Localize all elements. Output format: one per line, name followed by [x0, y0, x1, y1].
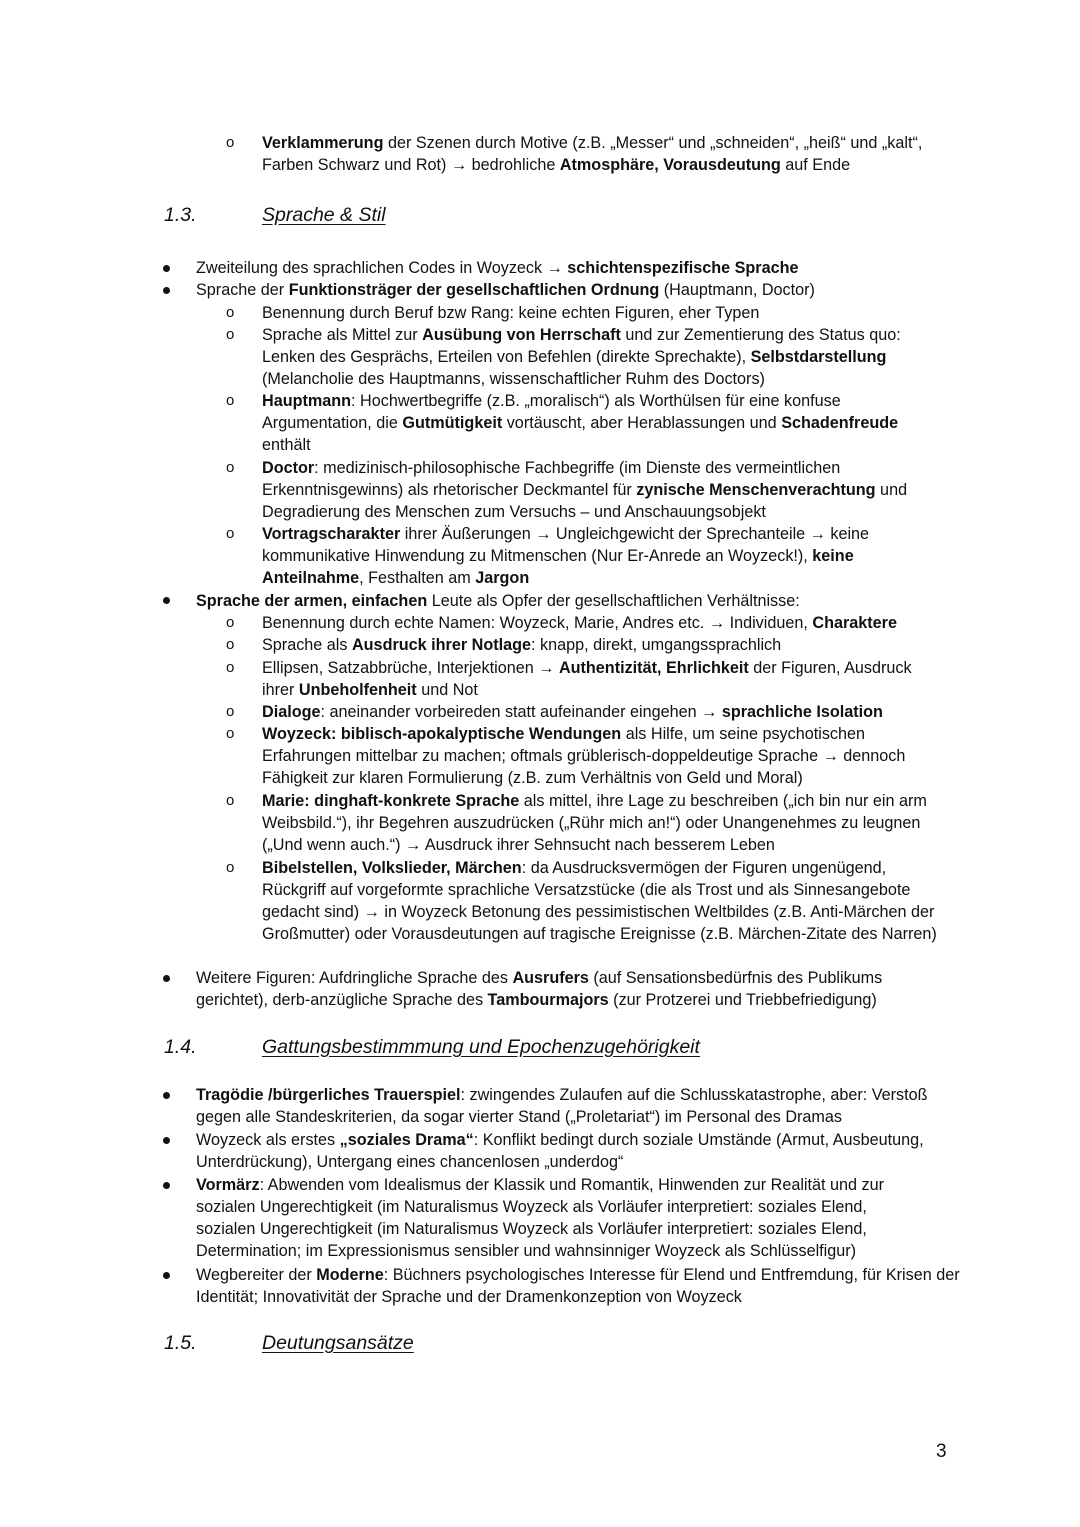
sub-bullet-marker: o: [226, 859, 235, 876]
section-number-1-5: 1.5.: [164, 1332, 197, 1354]
text-run: als Hilfe, um seine psychotischen Erfahrungen mittelbar zu machen; oftmals grüblerisch-doppeldeutige Sprache → dennoch Fähigkeit zur klaren Formulierung (z.B. zum Verhältnis von Geld und Moral): [262, 725, 906, 788]
text-run: und zur Zementierung des Status quo: Lenken des Gesprächs, Erteilen von Befehlen (direkte Sprechakte),: [262, 326, 901, 367]
bullet-dot: [163, 287, 170, 294]
sub-bullet-marker: o: [226, 636, 235, 653]
text-run: und Not: [416, 681, 478, 700]
sub-bullet-marker: o: [226, 525, 235, 542]
sub-bullet-marker: o: [226, 614, 235, 631]
section-title-deutungsansaetze: Deutungsansätze: [262, 1332, 414, 1354]
text-run: ihrer Äußerungen → Ungleichgewicht der Sprechanteile → keine kommunikative Hinwendung zu Mitmenschen (Nur Er-Anrede an Woyzeck!),: [262, 525, 870, 566]
text-run: , Festhalten am: [359, 569, 476, 588]
text-run: auf Ende: [780, 156, 851, 175]
sub-bullet-marker: o: [226, 392, 235, 409]
bold-text-run: Woyzeck: biblisch-apokalyptische Wendungen: [262, 725, 622, 743]
text-run: Sprache als: [262, 636, 352, 654]
bold-text-run: Selbstdarstellung: [750, 348, 887, 367]
bullet-weitere-figuren: [196, 967, 916, 1011]
bold-text-run: Gutmütigkeit: [402, 414, 503, 433]
bold-text-run: Hauptmann: [262, 392, 352, 410]
bullet-dot: [163, 1137, 170, 1144]
sub-bullet-marker: o: [226, 792, 235, 809]
bold-text-run: Bibelstellen, Volkslieder, Märchen: [262, 859, 522, 877]
bold-text-run: Ausübung von Herrschaft: [422, 326, 621, 344]
bold-text-run: Ausdruck ihrer Notlage: [351, 636, 531, 654]
bold-text-run: Tragödie /bürgerliches Trauerspiel: [196, 1086, 461, 1104]
bullet-moderne: [196, 1264, 961, 1308]
bullet-tragoedie: [196, 1084, 946, 1128]
bullet-zweiteilung: [196, 257, 966, 279]
bold-text-run: Charaktere: [812, 614, 897, 632]
text-run: Zweiteilung des sprachlichen Codes in Woyzeck →: [196, 259, 568, 277]
text-run: als mittel, ihre Lage zu beschreiben („ich bin nur ein arm Weibsbild.“), ihr Begehren auszudrücken („Rühr mich an!“) oder Unangenehmes zu leugnen („Und wenn auch.“) → Ausdruck ihrer Sehnsucht nach besserem Leben: [262, 792, 927, 855]
bullet-dot: [163, 265, 170, 272]
text-run: : da Ausdrucksvermögen der Figuren ungenügend, Rückgriff auf vorgeformte sprachliche Versatzstücke (die als Trost und als Sinnesangebote gedacht sind) → in Woyzeck Betonung des pessimistischen Weltbildes (z.B. Anti-Märchen der Großmutter) oder Vorausdeutungen auf tragische Ereignisse (z.B. Märchen-Zitate des Narren): [262, 859, 937, 944]
text-run: : Abwenden vom Idealismus der Klassik und Romantik, Hinwenden zur Realität und zur sozialen Ungerechtigkeit (im Naturalismus Woyzeck als Vorläufer interpretiert: soziales Elend, sozialen Ungerechtigkeit (im Naturalismus Woyzeck als Vorläufer interpretiert: soziales Elend, Determination; im Expressionismus sensibler und wahnsinniger Woyzeck als Schlüsselfigur): [196, 1176, 885, 1261]
bullet-funktionstraeger: [196, 279, 966, 301]
text-run: : medizinisch-philosophische Fachbegriffe (im Dienste des vermeintlichen Erkenntnisgewinns) als rhetorischer Deckmantel für: [262, 459, 841, 500]
text-run: Benennung durch Beruf bzw Rang: keine echten Figuren, eher Typen: [262, 304, 760, 322]
sub-item-dialoge: [262, 701, 962, 723]
text-run: der Szenen durch Motive (z.B. „Messer“ und „schneiden“, „heiß“ und „kalt“, Farben Schwarz und Rot) → bedrohliche: [262, 134, 923, 175]
bold-text-run: Ausrufers: [512, 969, 589, 987]
bold-text-run: Jargon: [475, 569, 530, 588]
sub-item-verklammerung: [262, 132, 962, 176]
sub-item-vortragscharakter: [262, 523, 922, 589]
bullet-dot: [163, 1182, 170, 1189]
text-run: der Figuren, Ausdruck ihrer: [262, 659, 912, 700]
sub-item-ellipsen: [262, 657, 942, 701]
section-title-gattung: Gattungsbestimmmung und Epochenzugehörigkeit: [262, 1036, 700, 1058]
text-run: vortäuscht, aber Herablassungen und: [502, 414, 782, 433]
sub-item-benennung-beruf: [262, 302, 962, 324]
sub-bullet-marker: o: [226, 725, 235, 742]
bold-text-run: sprachliche Isolation: [721, 703, 883, 721]
section-title-sprache-stil: Sprache & Stil: [262, 204, 386, 226]
bullet-dot: [163, 1272, 170, 1279]
section-number-1-4: 1.4.: [164, 1036, 197, 1058]
text-run: : zwingendes Zulaufen auf die Schlusskatastrophe, aber: Verstoß gegen alle Standeskriterien, da sogar vierter Stand („Proletariat“) im Personal des Dramas: [196, 1086, 928, 1127]
bullet-dot: [163, 597, 170, 604]
sub-item-echte-namen: [262, 612, 962, 634]
bold-text-run: „soziales Drama“: [339, 1131, 474, 1149]
text-run: und Degradierung des Menschen zum Versuchs – und Anschauungsobjekt: [262, 481, 908, 522]
sub-item-hauptmann: [262, 390, 942, 456]
bullet-vormaerz: [196, 1174, 916, 1262]
bold-text-run: Atmosphäre, Vorausdeutung: [559, 156, 781, 175]
text-run: (Hauptmann, Doctor): [659, 281, 815, 299]
text-run: Ellipsen, Satzabbrüche, Interjektionen →: [262, 659, 559, 677]
text-run: (zur Protzerei und Triebbefriedigung): [608, 991, 877, 1010]
bold-text-run: Doctor: [262, 459, 315, 477]
text-run: (auf Sensationsbedürfnis des Publikums gerichtet), derb-anzügliche Sprache des: [196, 969, 883, 1010]
bullet-soziales-drama: [196, 1129, 946, 1173]
bold-text-run: Authentizität, Ehrlichkeit: [558, 659, 749, 677]
bold-text-run: Unbeholfenheit: [298, 681, 417, 700]
text-run: : Hochwertbegriffe (z.B. „moralisch“) als Worthülsen für eine konfuse Argumentation, die: [262, 392, 841, 433]
text-run: : aneinander vorbeireden statt aufeinander eingehen →: [320, 703, 722, 721]
text-run: : knapp, direkt, umgangssprachlich: [531, 636, 782, 654]
text-run: Leute als Opfer der gesellschaftlichen Verhältnisse:: [427, 592, 800, 610]
sub-bullet-marker: o: [226, 304, 235, 321]
sub-item-woyzeck-sprache: [262, 723, 952, 789]
bold-text-run: keine Anteilnahme: [262, 547, 854, 588]
text-run: Woyzeck als erstes: [196, 1131, 340, 1149]
bold-text-run: schichtenspezifische Sprache: [567, 259, 799, 277]
sub-item-marie-sprache: [262, 790, 952, 856]
bold-text-run: Dialoge: [262, 703, 321, 721]
bold-text-run: Moderne: [316, 1266, 384, 1284]
bold-text-run: Funktionsträger der gesellschaftlichen Ordnung: [288, 281, 660, 299]
text-run: Wegbereiter der: [196, 1266, 317, 1284]
bold-text-run: Tambourmajors: [487, 991, 609, 1010]
bold-text-run: zynische Menschenverachtung: [636, 481, 876, 500]
text-run: Sprache als Mittel zur: [262, 326, 423, 344]
bullet-arme-leute: [196, 590, 966, 612]
sub-bullet-marker: o: [226, 659, 235, 676]
sub-bullet-marker: o: [226, 326, 235, 343]
page-number: 3: [936, 1441, 947, 1462]
sub-bullet-marker: o: [226, 459, 235, 476]
sub-bullet-marker: o: [226, 134, 235, 151]
text-run: enthält: [262, 436, 311, 455]
text-run: Sprache der: [196, 281, 289, 299]
text-run: Benennung durch echte Namen: Woyzeck, Marie, Andres etc. → Individuen,: [262, 614, 813, 632]
text-run: : Büchners psychologisches Interesse für Elend und Entfremdung, für Krisen der Identität; Innovativität der Sprache und der Dramenkonzeption von Woyzeck: [196, 1266, 960, 1307]
bold-text-run: Marie: dinghaft-konkrete Sprache: [262, 792, 520, 810]
sub-item-bibelstellen: [262, 857, 942, 945]
text-run: Weitere Figuren: Aufdringliche Sprache des: [196, 969, 513, 987]
bold-text-run: Vormärz: [196, 1176, 260, 1194]
bullet-dot: [163, 1092, 170, 1099]
bold-text-run: Vortragscharakter: [262, 525, 401, 543]
bold-text-run: Verklammerung: [262, 134, 384, 152]
sub-item-herrschaft: [262, 324, 942, 390]
bold-text-run: Schadenfreude: [781, 414, 899, 433]
sub-bullet-marker: o: [226, 703, 235, 720]
sub-item-doctor: [262, 457, 942, 523]
sub-item-notlage: [262, 634, 962, 656]
bold-text-run: Sprache der armen, einfachen: [196, 592, 428, 610]
text-run: (Melancholie des Hauptmanns, wissenschaftlicher Ruhm des Doctors): [262, 370, 765, 389]
bullet-dot: [163, 975, 170, 982]
section-number-1-3: 1.3.: [164, 204, 197, 226]
text-run: : Konflikt bedingt durch soziale Umstände (Armut, Ausbeutung, Unterdrückung), Untergang eines chancenlosen „underdog“: [196, 1131, 924, 1172]
